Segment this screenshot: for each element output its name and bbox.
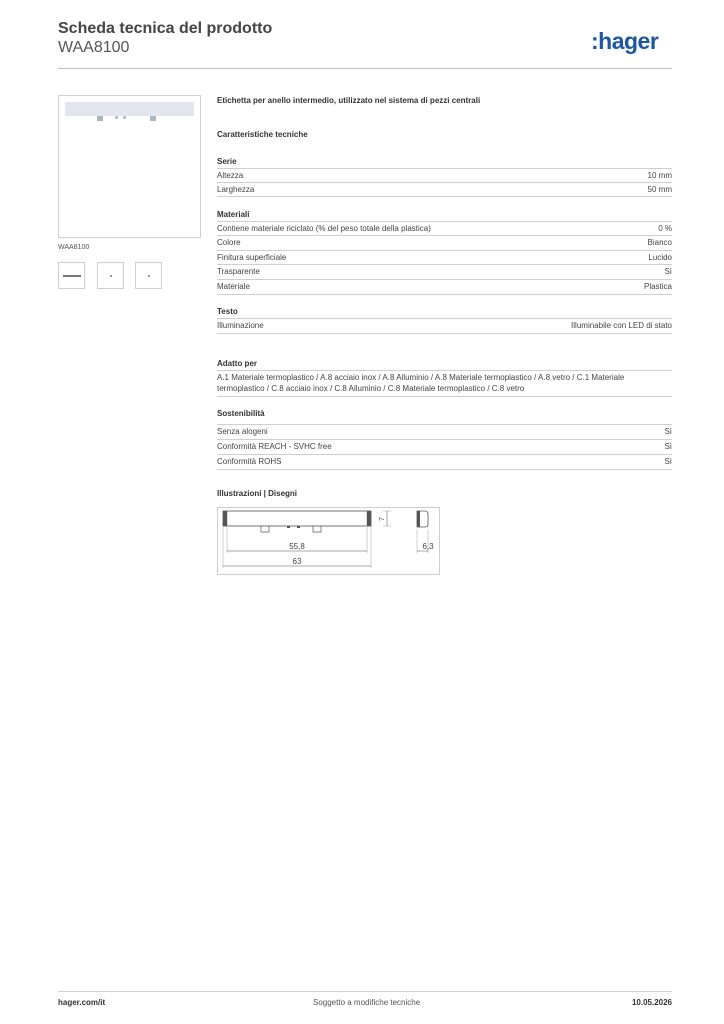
- product-side-mark: [110, 275, 112, 277]
- spec-row: Senza alogeni Sì: [217, 424, 672, 438]
- spec-row: Conformità ROHS Sì: [217, 454, 672, 468]
- thumbnail-front[interactable]: [58, 262, 85, 289]
- group-title-adatto: Adatto per: [217, 359, 257, 368]
- group-title-sostenibilita: Sostenibilità: [217, 409, 265, 418]
- product-dot-shape: [115, 116, 118, 119]
- footer-note: Soggetto a modifiche tecniche: [313, 998, 421, 1007]
- technical-drawing[interactable]: [217, 507, 440, 575]
- product-front-mark: [63, 275, 81, 277]
- part-outline: [223, 511, 371, 526]
- left-end-cap: [223, 511, 227, 526]
- header-divider: [58, 68, 672, 69]
- spec-row: Altezza 10 mm: [217, 168, 672, 182]
- group-divider: [217, 396, 672, 397]
- footer-date: 10.05.2026: [631, 998, 672, 1007]
- thumbnail-side[interactable]: [97, 262, 124, 289]
- group-divider: [217, 294, 672, 295]
- side-view-cap: [417, 511, 420, 527]
- group-title-serie: Serie: [217, 157, 237, 166]
- group-title-testo: Testo: [217, 307, 238, 316]
- product-dot-shape: [123, 116, 126, 119]
- compatible-list: A.1 Materiale termoplastico / A.8 acciaio inox / A.8 Alluminio / A.8 Materiale termoplastico / A.8 vetro / C.1 Materiale termoplastico / C.8 acciaio inox / C.8 Alluminio / C.8 Materiale termoplastico / C.8 vetro: [217, 373, 625, 393]
- footer-divider: [58, 991, 672, 992]
- group-divider: [217, 469, 672, 470]
- image-caption: WAA8100: [58, 244, 90, 251]
- spec-row: Finitura superficiale Lucido: [217, 250, 672, 264]
- part-inner-outline: [227, 511, 367, 526]
- thumbnail-back[interactable]: [135, 262, 162, 289]
- tab-right: [313, 526, 321, 532]
- document-title: Scheda tecnica del prodotto: [58, 20, 273, 37]
- group-divider: [217, 370, 672, 371]
- spec-row: Contiene materiale riciclato (% del peso totale della plastica) 0 %: [217, 221, 672, 235]
- group-title-drawings: Illustrazioni | Disegni: [217, 489, 298, 498]
- dim-depth-label: 6,3: [422, 542, 434, 551]
- product-back-mark: [148, 275, 150, 277]
- product-description: Etichetta per anello intermedio, utilizzato nel sistema di pezzi centrali: [217, 96, 481, 105]
- product-strip-shape: [65, 102, 194, 116]
- spec-row: Larghezza 50 mm: [217, 182, 672, 196]
- right-end-cap: [367, 511, 371, 526]
- group-divider: [217, 196, 672, 197]
- dim-outer-label: 63: [292, 557, 302, 566]
- spec-row: Trasparente Sì: [217, 264, 672, 278]
- tab-left: [261, 526, 269, 532]
- group-title-materiali: Materiali: [217, 210, 250, 219]
- product-tab-shape: [97, 116, 103, 121]
- spec-row: Conformità REACH - SVHC free Sì: [217, 439, 672, 453]
- footer-website-link[interactable]: hager.com/it: [58, 998, 106, 1007]
- dim-height-label: 7: [379, 517, 386, 521]
- product-image[interactable]: [58, 95, 201, 238]
- spec-row: Illuminazione Illuminabile con LED di stato: [217, 318, 672, 332]
- product-tab-shape: [150, 116, 156, 121]
- product-code: WAA8100: [58, 39, 130, 56]
- dim-inner-label: 55,8: [289, 542, 305, 551]
- hager-logo: :hager: [591, 28, 659, 54]
- group-divider: [217, 333, 672, 334]
- spec-row: Colore Bianco: [217, 235, 672, 249]
- spec-row: Materiale Plastica: [217, 279, 672, 293]
- tech-section-title: Caratteristiche tecniche: [217, 130, 308, 139]
- center-notch: [287, 526, 290, 528]
- drawing-svg: [217, 507, 440, 575]
- center-notch: [297, 526, 300, 528]
